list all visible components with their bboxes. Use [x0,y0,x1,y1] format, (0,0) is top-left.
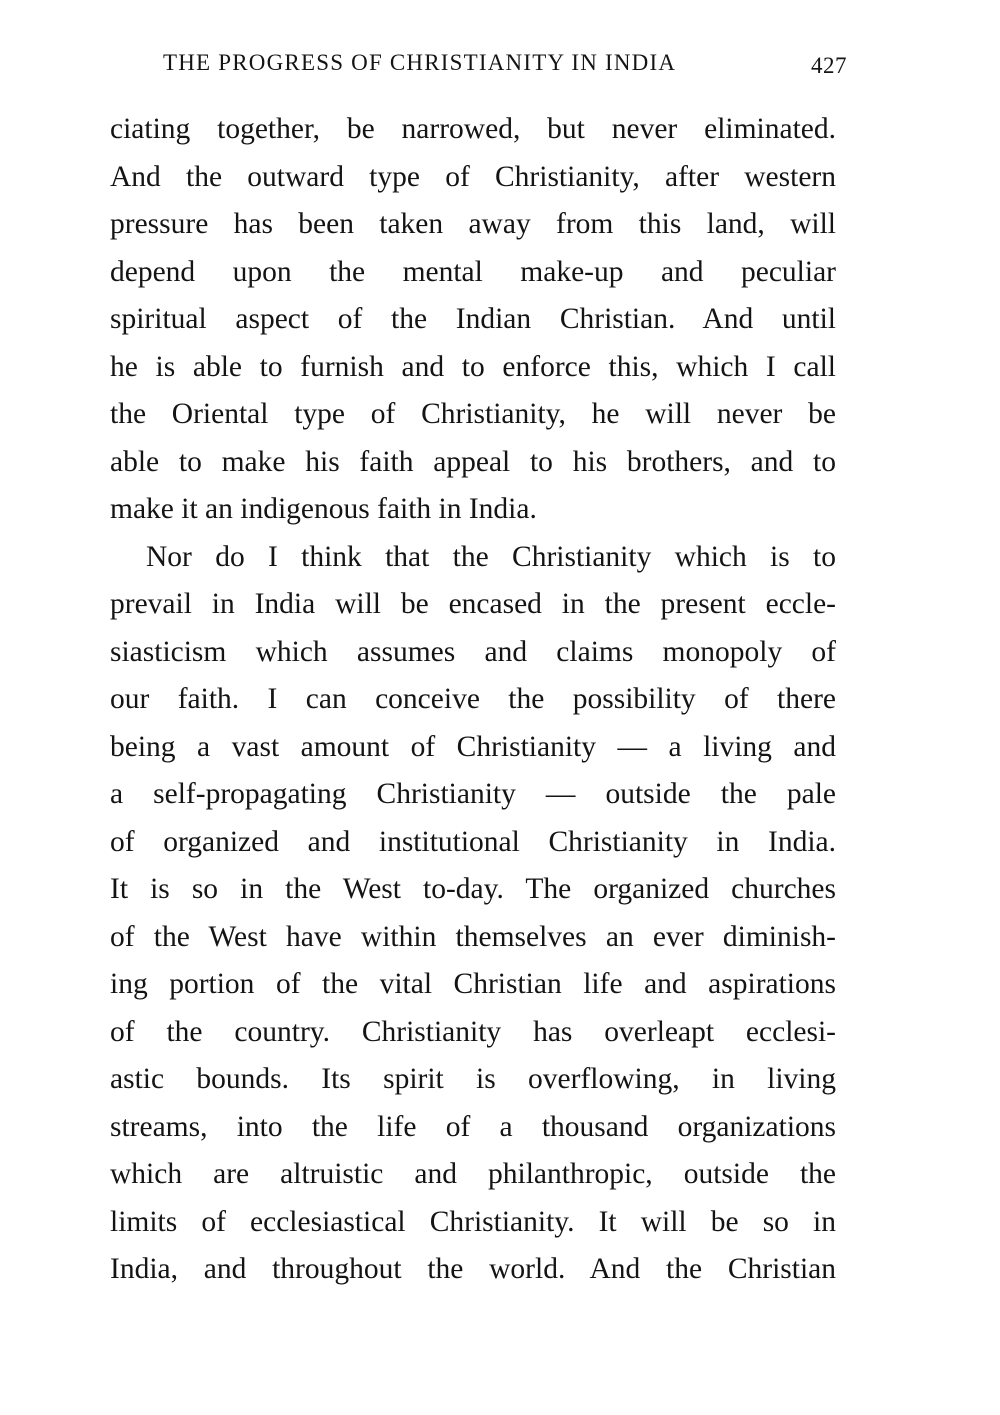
text-line: being a vast amount of Christianity — a living and [110,731,836,763]
text-line: which are altruistic and philanthropic, outside the [110,1158,836,1190]
text-line: our faith. I can conceive the possibility of there [110,683,836,715]
text-line: It is so in the West to-day. The organized churches [110,873,836,905]
running-head [163,46,847,80]
text-line: astic bounds. Its spirit is overflowing, in living [110,1063,836,1095]
text-line: prevail in India will be encased in the present eccle- [110,588,836,620]
text-line: of the West have within themselves an ever diminish- [110,921,836,953]
text-line: ciating together, be narrowed, but never eliminated. [110,113,836,145]
page-number: 427 [811,53,847,78]
text-line: siasticism which assumes and claims monopoly of [110,636,836,668]
text-line: ing portion of the vital Christian life and aspirations [110,968,836,1000]
text-line: depend upon the mental make-up and peculiar [110,256,836,288]
text-line: limits of ecclesiastical Christianity. It will be so in [110,1206,836,1238]
text-line: of the country. Christianity has overleapt ecclesi- [110,1016,836,1048]
text-line: India, and throughout the world. And the Christian [110,1253,836,1285]
text-line: he is able to furnish and to enforce this, which I call [110,351,836,383]
text-line: And the outward type of Christianity, after western [110,161,836,193]
text-line: Nor do I think that the Christianity which is to [146,541,836,573]
text-line: a self-propagating Christianity — outside the pale [110,778,836,810]
text-line: able to make his faith appeal to his brothers, and to [110,446,836,478]
text-line: of organized and institutional Christianity in India. [110,826,836,858]
text-line: pressure has been taken away from this land, will [110,208,836,240]
text-line: streams, into the life of a thousand organizations [110,1111,836,1143]
running-head-title: THE PROGRESS OF CHRISTIANITY IN INDIA [163,50,677,75]
text-line: the Oriental type of Christianity, he will never be [110,398,836,430]
text-line: spiritual aspect of the Indian Christian. And until [110,303,836,335]
text-line: make it an indigenous faith in India. [110,493,537,525]
